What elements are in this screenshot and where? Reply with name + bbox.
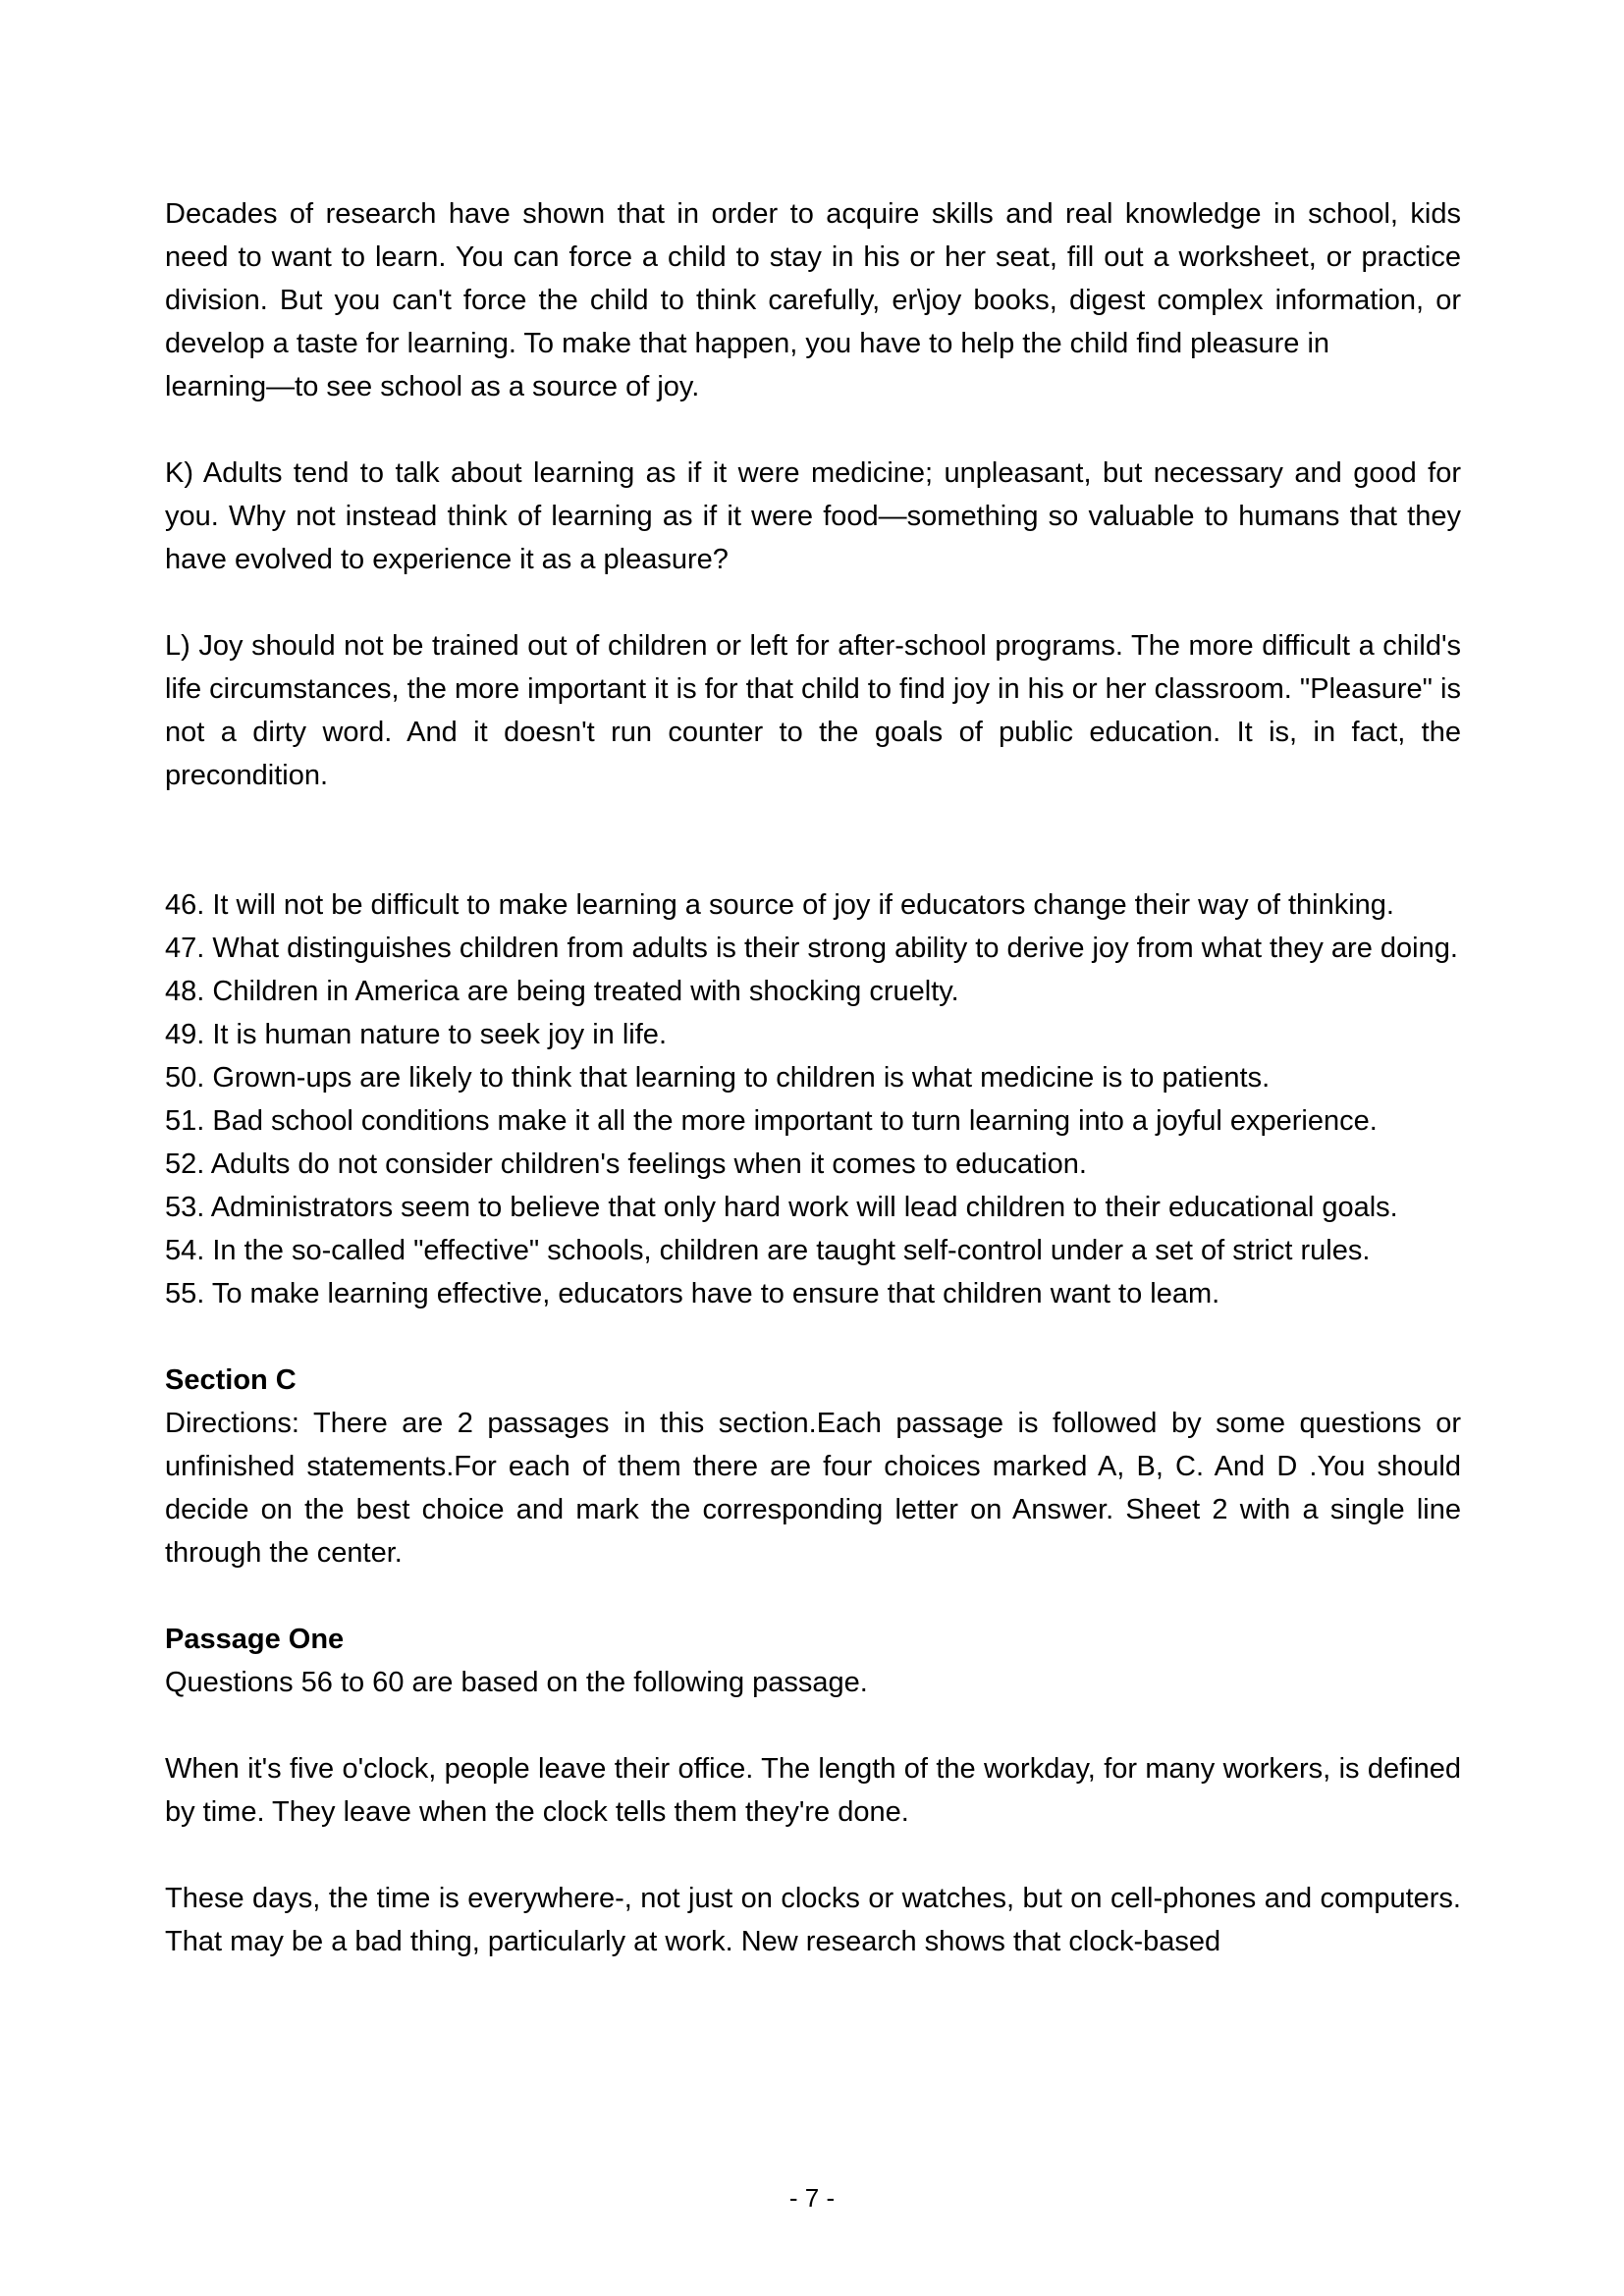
passage-one-heading: Passage One [165, 1624, 345, 1655]
paragraph-decades-continuation: learning—to see school as a source of joy. [165, 371, 700, 402]
passage-one-paragraph-2: These days, the time is everywhere-, not just on clocks or watches, but on cell-phones and computers. That may be a bad thing, particularly at work. New research shows that clock-based [165, 1883, 1461, 1957]
question-item-53: 53. Administrators seem to believe that only hard work will lead children to their educational goals. [165, 1192, 1398, 1223]
section-c-heading: Section C [165, 1364, 297, 1396]
question-item-51: 51. Bad school conditions make it all the more important to turn learning into a joyful experience. [165, 1105, 1378, 1137]
passage-one-paragraph-1: When it's five o'clock, people leave their office. The length of the workday, for many workers, is defined by time. They leave when the clock tells them they're done. [165, 1753, 1461, 1828]
question-item-49: 49. It is human nature to seek joy in life. [165, 1019, 667, 1050]
list-item-k: K) Adults tend to talk about learning as if it were medicine; unpleasant, but necessary and good for you. Why not instead think of learning as if it were food—something so valuable to humans that they have evolved to experience it as a pleasure? [165, 457, 1461, 575]
question-item-54: 54. In the so-called "effective" schools, children are taught self-control under a set of strict rules. [165, 1235, 1371, 1266]
question-item-55: 55. To make learning effective, educators have to ensure that children want to leam. [165, 1278, 1220, 1309]
question-item-46: 46. It will not be difficult to make learning a source of joy if educators change their way of thinking. [165, 889, 1394, 921]
section-c-directions: Directions: There are 2 passages in this section.Each passage is followed by some questions or unfinished statements.For each of them there are four choices marked A, B, C. And D .You should decide on the best choice and mark the corresponding letter on Answer. Sheet 2 with a single line through the center. [165, 1408, 1461, 1569]
question-item-47: 47. What distinguishes children from adults is their strong ability to derive joy from what they are doing. [165, 933, 1458, 964]
paragraph-decades: Decades of research have shown that in order to acquire skills and real knowledge in school, kids need to want to learn. You can force a child to stay in his or her seat, fill out a worksheet, or practice division. But you can't force the child to think carefully, er\joy books, digest complex information, or develop a taste for learning. To make that happen, you have to help the child find pleasure in [165, 198, 1461, 359]
question-list [165, 883, 1461, 1315]
list-item-l: L) Joy should not be trained out of children or left for after-school programs. The more difficult a child's life circumstances, the more important it is for that child to find joy in his or her classroom. "Pleasure" is not a dirty word. And it doesn't run counter to the goals of public education. It is, in fact, the precondition. [165, 630, 1461, 791]
question-item-52: 52. Adults do not consider children's feelings when it comes to education. [165, 1148, 1087, 1180]
page-number: - 7 - [788, 2183, 836, 2213]
question-item-48: 48. Children in America are being treated with shocking cruelty. [165, 976, 959, 1007]
passage-one-intro: Questions 56 to 60 are based on the following passage. [165, 1667, 868, 1698]
question-item-50: 50. Grown-ups are likely to think that learning to children is what medicine is to patients. [165, 1062, 1271, 1094]
page-content [165, 192, 1461, 1963]
